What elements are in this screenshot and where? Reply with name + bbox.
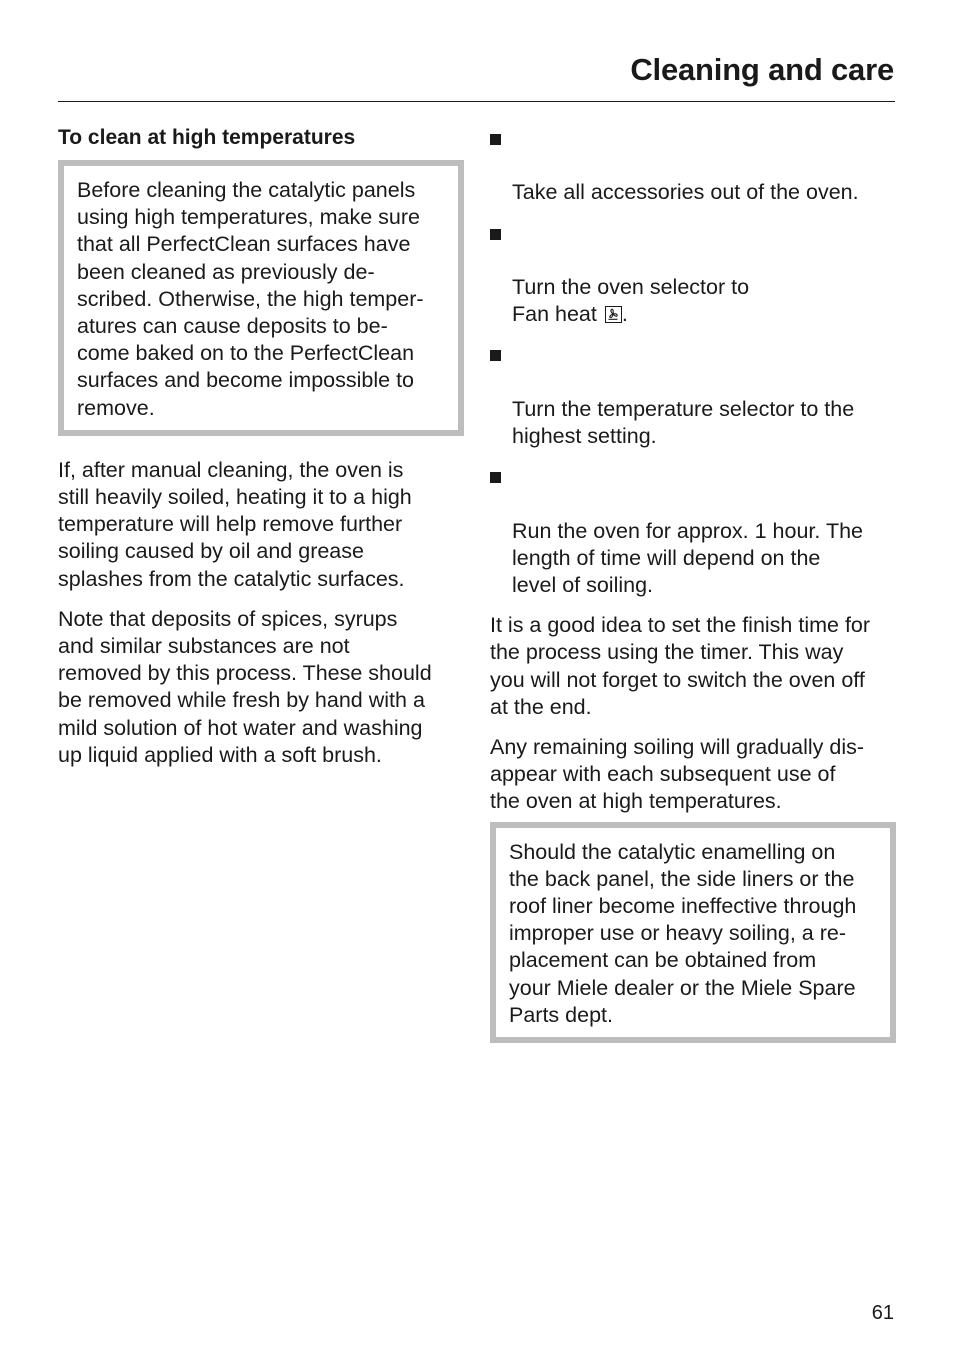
list-item-text: Run the oven for approx. 1 hour. The length of time will depend on the level of soiling. <box>512 518 864 598</box>
fan-heat-icon <box>605 306 622 323</box>
warning-note-box: Before cleaning the catalytic panels using high temperatures, make sure that all PerfectClean surfaces have been cleaned as previously de- scribed. Otherwise, the high temper- atures can cause deposits to be- come baked on to the PerfectClean surfaces and become impossible to remove. <box>58 160 464 436</box>
square-bullet-icon <box>490 229 501 240</box>
list-item-text-end: . <box>621 302 628 327</box>
list-item <box>490 341 896 450</box>
section-heading: To clean at high temperatures <box>58 126 356 149</box>
body-paragraph: It is a good idea to set the finish time for the process using the timer. This way you will not forget to switch the oven off at the end. <box>490 613 871 719</box>
square-bullet-icon <box>490 134 501 145</box>
list-item-text: Take all accessories out of the oven. <box>512 180 859 205</box>
instruction-list <box>490 125 896 599</box>
header-divider <box>58 101 895 102</box>
body-paragraph: Any remaining soiling will gradually dis- appear with each subsequent use of the oven at high temperatures. <box>490 735 865 814</box>
list-item <box>490 463 896 599</box>
list-item-text: Turn the temperature selector to the highest setting. <box>512 396 855 449</box>
page-title: Cleaning and care <box>630 52 894 87</box>
right-column <box>490 124 896 1043</box>
list-item <box>490 220 896 329</box>
square-bullet-icon <box>490 472 501 483</box>
left-column <box>58 124 464 769</box>
square-bullet-icon <box>490 350 501 361</box>
info-note-box: Should the catalytic enamelling on the back panel, the side liners or the roof liner become ineffective through improper use or heavy soiling, a re- placement can be obtained from your Miele dealer or the Miele Spare Parts dept. <box>490 822 896 1043</box>
list-item-text: Turn the oven selector to Fan heat <box>512 275 750 327</box>
body-paragraph: If, after manual cleaning, the oven is still heavily soiled, heating it to a high temperature will help remove further soiling caused by oil and grease splashes from the catalytic surfaces. <box>58 457 412 591</box>
body-paragraph: Note that deposits of spices, syrups and similar substances are not removed by this process. These should be removed while fresh by hand with a mild solution of hot water and washing up liquid applied with a soft brush. <box>58 606 432 767</box>
page-number: 61 <box>871 1302 894 1324</box>
list-item <box>490 125 896 207</box>
